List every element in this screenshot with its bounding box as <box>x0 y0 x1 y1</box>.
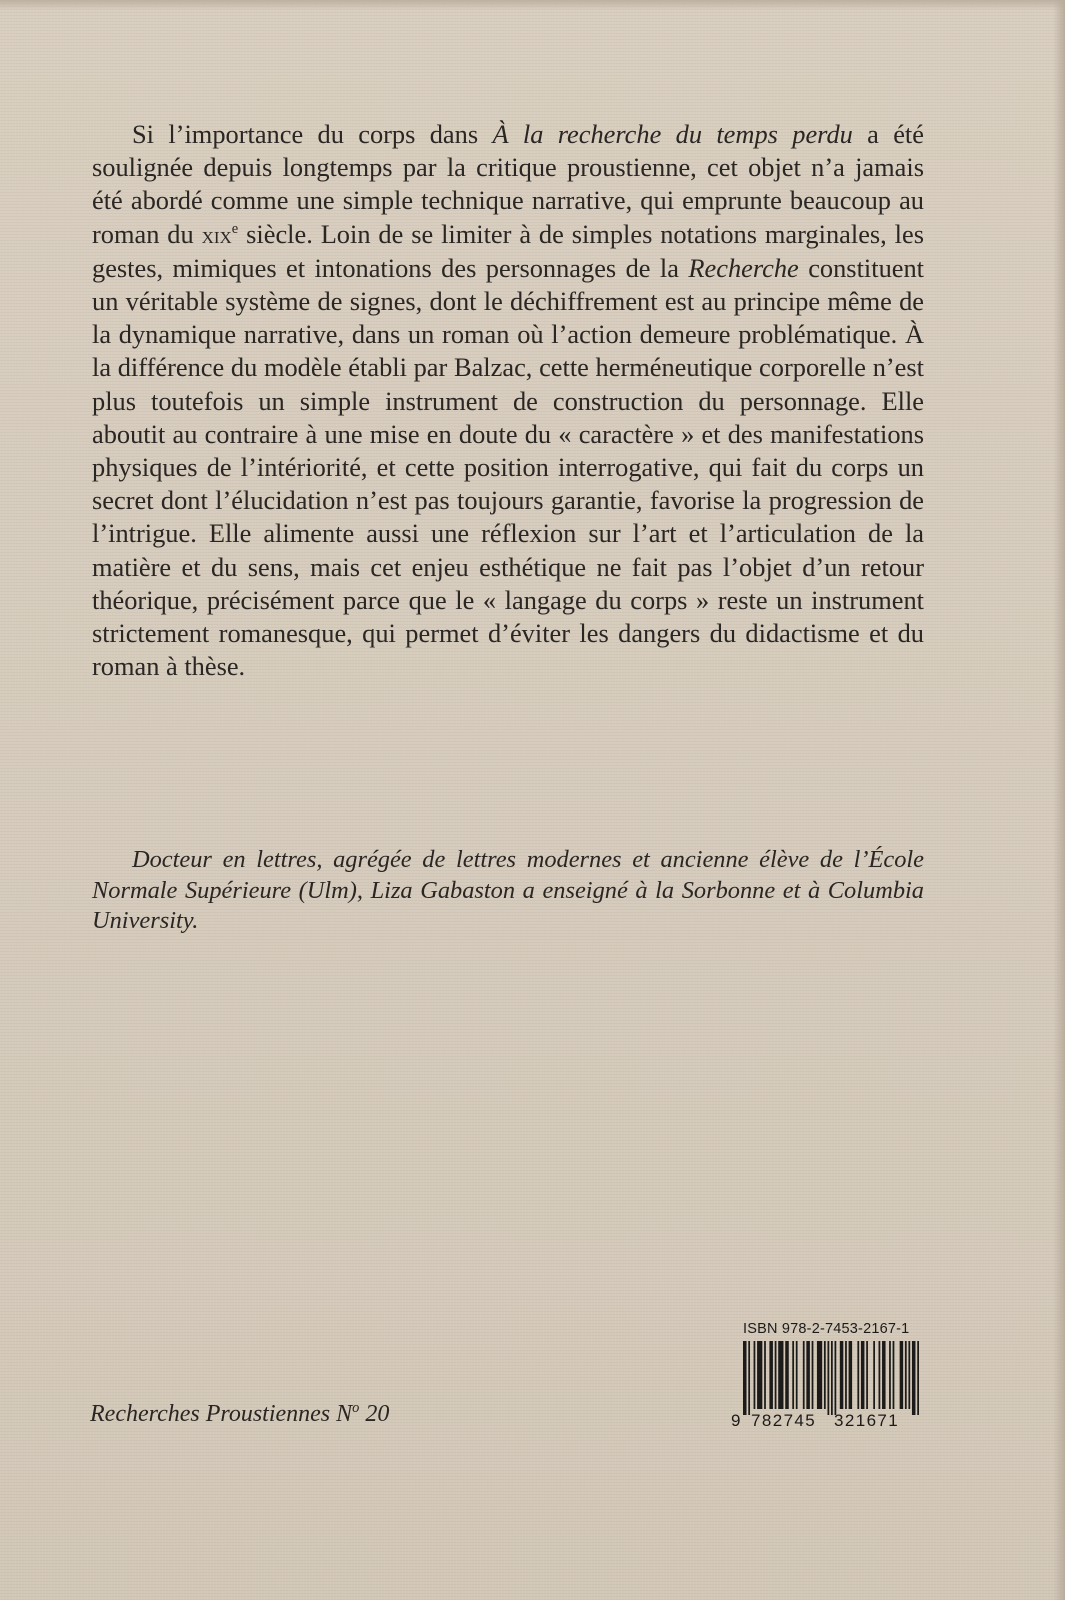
barcode-bar <box>748 1341 750 1415</box>
series-number: 20 <box>359 1401 390 1427</box>
barcode-bar <box>792 1341 794 1409</box>
barcode-digits-left: 782745 <box>751 1411 817 1430</box>
blurb-recherche-italic: Recherche <box>688 252 799 283</box>
barcode-bar <box>900 1341 904 1409</box>
barcode-bar <box>861 1341 865 1409</box>
barcode-bar <box>785 1341 789 1409</box>
author-bio: Docteur en lettres, agrégée de lettres modernes et ancienne élève de l’École Normale Supérieure (Ulm), Liza Gabaston a enseigné à la Sorbonne et à Columbia University. <box>92 846 924 935</box>
barcode-bar <box>835 1341 837 1415</box>
cover-top-edge-shadow <box>0 0 1065 10</box>
barcode-bar <box>757 1341 762 1409</box>
series-number-sign: o <box>352 1400 360 1416</box>
isbn-label: ISBN 978-2-7453-2167-1 <box>743 1321 910 1337</box>
barcode-bar <box>812 1341 814 1409</box>
series-name: Recherches Proustiennes N <box>90 1401 353 1427</box>
blurb-century-superscript: e <box>231 220 239 237</box>
barcode-bar <box>908 1341 910 1409</box>
cover-right-edge-shadow <box>1053 0 1065 1600</box>
barcode-bar <box>873 1341 875 1409</box>
barcode-bar <box>893 1341 895 1409</box>
barcode-bar <box>778 1341 783 1409</box>
barcode-bar <box>803 1341 805 1409</box>
barcode-bar <box>912 1341 916 1415</box>
barcode-bar <box>849 1341 853 1409</box>
barcode-bar <box>840 1341 844 1409</box>
barcode-bar <box>827 1341 829 1415</box>
barcode-bar <box>866 1341 868 1409</box>
blurb-century: xix <box>201 221 232 249</box>
barcode-bar <box>845 1341 847 1409</box>
barcode-bar <box>917 1341 919 1415</box>
barcode-digits <box>731 1411 921 1433</box>
barcode-digit-first: 9 <box>731 1411 741 1430</box>
barcode-bar <box>831 1341 833 1415</box>
barcode-bars <box>743 1341 919 1415</box>
blurb-text-3: siècle. Loin de se limiter à de simples notations marginales, les gestes, mimiques et intonations des personnages de la <box>92 218 924 283</box>
barcode-bar <box>889 1341 891 1409</box>
barcode-digits-right: 321671 <box>834 1411 900 1430</box>
blurb-title-italic: À la recherche du temps perdu <box>492 119 853 149</box>
barcode-bar <box>879 1341 881 1409</box>
barcode-bar <box>882 1341 886 1409</box>
barcode-bar <box>775 1341 777 1409</box>
blurb-paragraph <box>92 118 924 683</box>
blurb-text-1: Si l’importance du corps dans <box>132 119 493 149</box>
barcode-bar <box>905 1341 907 1409</box>
barcode-bar <box>824 1341 826 1409</box>
barcode-bar <box>796 1341 798 1409</box>
barcode-bar <box>743 1341 747 1415</box>
blurb-text-4: constituent un véritable système de signes, dont le déchiffrement est au principe même de la dynamique narrative, dans un roman où l’action demeure problématique. À la différence du modèle établi par Balzac, cette herméneutique corporelle n’est plus toutefois un simple instrument de construction du personnage. Elle aboutit au contraire à une mise en doute du « caractère » et des manifestations physiques de l’intériorité, et cette position interrogative, qui fait du corps un secret dont l’élucidation n’est pas toujours garantie, favorise la progression de l’intrigue. Elle alimente aussi une réflexion sur l’art et l’articulation de la matière et du sens, mais cet enjeu esthétique ne fait pas l’objet d’un retour théorique, précisément parce que le « langage du corps » reste un instrument strictement romanesque, qui permet d’éviter les dangers du didactisme et du roman à thèse. <box>92 252 925 682</box>
isbn-barcode <box>731 1321 921 1433</box>
series-label <box>90 1400 389 1428</box>
barcode-bar <box>857 1341 859 1409</box>
blurb-text-2: a été soulignée depuis longtemps par la critique proustienne, cet objet n’a jamais été abordé comme une simple technique narrative, qui emprunte beaucoup au roman du <box>92 119 924 249</box>
barcode-bar <box>754 1341 756 1409</box>
barcode-bar <box>769 1341 773 1409</box>
barcode-bar <box>806 1341 810 1409</box>
barcode-bar <box>764 1341 766 1409</box>
barcode-bar <box>817 1341 822 1409</box>
